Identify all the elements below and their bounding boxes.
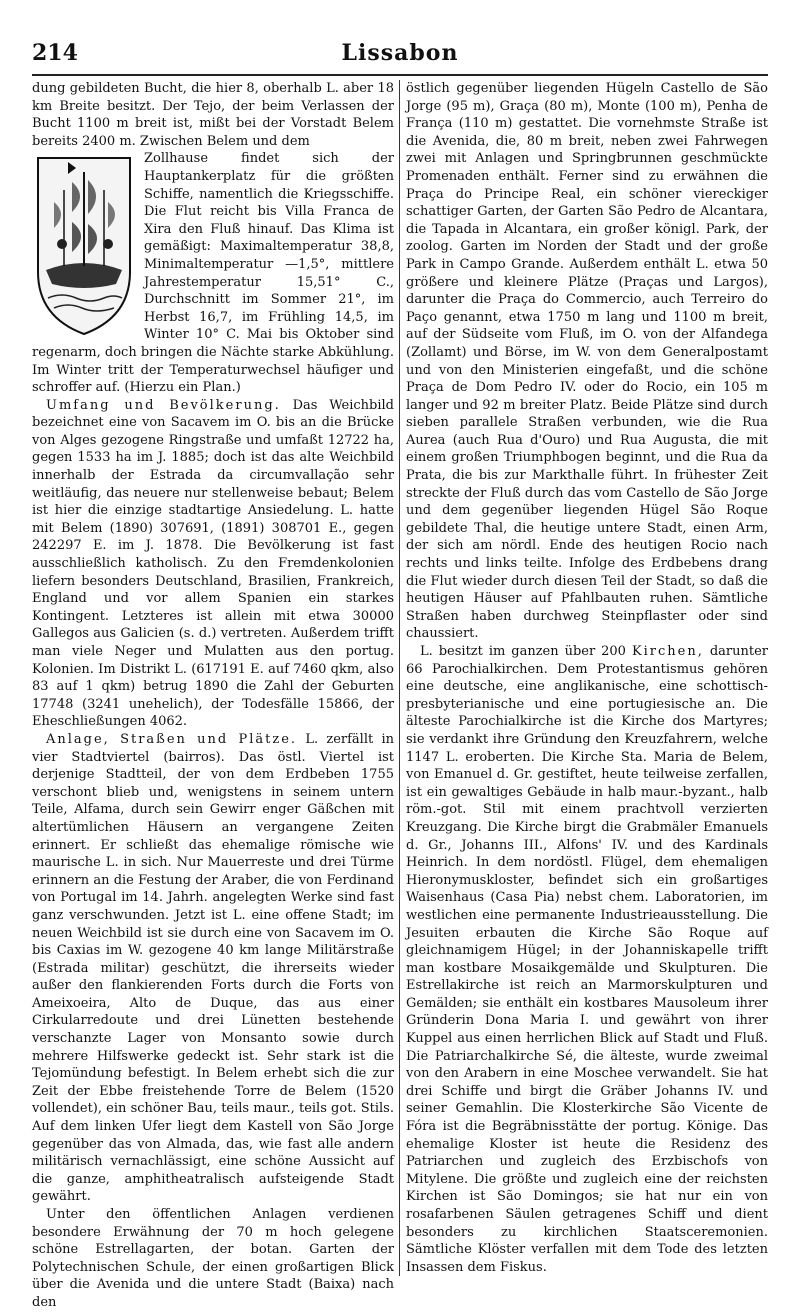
paragraph-population-body: Das Weichbild bezeichnet eine von Sacavem im O. bis an die Brücke von Alges gezogene Ringstraße und umfaßt 12722 ha, gegen 1533 ha im J. 1885; doch ist das alte Weichbild innerhalb der Estrada da circumvallação sehr weitläufig, das neuere nur stellenweise bebaut; Belem ist hier die einzige stadtartige Ansiedelung. L. hatte mit Belem (1890) 307691, (1891) 308701 E., gegen 242297 E. im J. 1878. Die Bevölkerung ist fast ausschließlich katholisch. Zu den Fremdenkolonien liefern besonders Deutschland, Brasilien, Frankreich, England und vor allem Spanien ein starkes Kontingent. Letzteres ist allein mit etwa 30000 Gallegos aus Galicien (s. d.) vertreten. Außerdem trifft man viele Neger und Mulatten aus den portug. Kolonien. Im Distrikt L. (617191 E. auf 7460 qkm, also 83 auf 1 qkm) betrug 1890 die Zahl der Geburten 17748 (3241 unehelich), der Todesfälle 15866, der Eheschließungen 4062. xyxy=(32,397,395,730)
paragraph-bay-text: dung gebildeten Bucht, die hier 8, oberhalb L. aber 18 km Breite besitzt. Der Tejo, der beim Verlassen der Bucht 1100 m breit ist, mißt bei der Vorstadt Belem bereits 2400 m. Zwischen Belem und dem xyxy=(32,81,394,149)
right-column xyxy=(406,80,768,1285)
left-column xyxy=(32,80,395,1310)
paragraph-layout-body: L. zerfällt in vier Stadtviertel (bairros). Das östl. Viertel ist derjenige Stadtteil, der von dem Erdbeben 1755 verschont blieb und, wenigstens in seinem untern Teile, Alfama, durch sein Gewirr enger Gäßchen mit altertümlichen Häusern an vergangene Zeiten erinnert. Er schließt das ehemalige römische wie maurische L. in sich. Nur Mauerreste und drei Türme erinnern an die Festung der Araber, die von Ferdinand von Portugal im 14. Jahrh. angelegten Werke sind fast ganz verschwunden. Jetzt ist L. eine offene Stadt; im neuen Weichbild ist sie durch eine von Sacavem im O. bis Caxias im W. gezogene 40 km lange Militärstraße (Estrada militar) geschützt, die ihrerseits wieder außer den flankierenden Forts durch die Forts von Ameixoeira, Alto de Duque, das aus einer Cirkularredoute und drei Lünetten bestehende verschanzte Lager von Monsanto sowie durch mehrere Hilfswerke gedeckt ist. Sehr stark ist die Tejomündung befestigt. In Belem erhebt sich die zur Zeit der Ebbe freistehende Torre de Belem (1520 vollendet), ein schöner Bau, teils maur., teils got. Stils. Auf dem linken Ufer liegt dem Kastell von São Jorge gegenüber das von Almada, das, wie fast alle andern militärisch vernachlässigt, eine schöne Aussicht auf die ganze, amphitheatralisch aufsteigende Stadt gewährt. xyxy=(32,731,394,1205)
section-heading-population: Umfang und Bevölkerung. xyxy=(46,397,281,413)
paragraph-population xyxy=(32,397,394,731)
header-rule xyxy=(32,74,768,76)
paragraph-churches-lead: L. besitzt im ganzen über 200 xyxy=(420,644,626,659)
column-divider xyxy=(399,80,400,1276)
paragraph-public-gardens: Unter den öffentlichen Anlagen verdienen besondere Erwähnung der 70 m hoch gelegene schöne Estrellagarten, der botan. Garten der Polytechnischen Schule, der einen großartigen Blick über die Avenida und die untere Stadt (Baixa) nach den xyxy=(32,1207,394,1310)
paragraph-layout xyxy=(32,731,394,1206)
section-heading-layout: Anlage, Straßen und Plätze. xyxy=(46,731,298,747)
paragraph-climate: Zollhause findet sich der Hauptankerplatz für die größten Schiffe, namentlich die Kriegsschiffe. Die Flut reicht bis Villa Franca de Xira den Fluß hinauf. Das Klima ist gemäßigt: Maximaltemperatur 38,8, Minimaltemperatur —1,5°, mittlere Jahrestemperatur 15,51° C., Durchschnitt im Sommer 21°, im Herbst 16,7, im Frühling 14,5, im Winter 10° C. Mai bis Oktober sind regenarm, doch bringen die Nächte starke Abkühlung. Im Winter tritt der Temperaturwechsel häufiger und schroffer auf. (Hierzu ein Plan.) xyxy=(32,151,394,396)
section-heading-churches: Kirchen, xyxy=(631,644,704,659)
running-head-title: Lissabon xyxy=(341,40,459,66)
lisbon-coat-of-arms-ship-icon xyxy=(32,152,136,338)
page-number: 214 xyxy=(32,40,78,66)
paragraph-streets-squares: östlich gegenüber liegenden Hügeln Castello de São Jorge (95 m), Graça (80 m), Monte (100 m), Penha de França (110 m) gestattet. Die vornehmste Straße ist die Avenida, die, 80 m breit, neben zwei Fahrwegen zwei mit Anlagen und Springbrunnen geschmückte Promenaden enthält. Ferner sind zu erwähnen die Praça do Principe Real, ein schöner viereckiger schattiger Garten, der Garten São Pedro de Alcantara, die Tapada in Alcantara, ein großer königl. Park, der zoolog. Garten im Norden der Stadt und der große Park in Campo Grande. Außerdem enthält L. etwa 50 größere und kleinere Plätze (Praças und Largos), darunter die Praça do Commercio, auch Terreiro do Paço genannt, etwa 1750 m lang und 1100 m breit, auf der Südseite vom Fluß, im O. von der Alfandega (Zollamt) und Börse, im W. von dem Generalpostamt und von den Ministerien eingefaßt, und die schöne Praça de Dom Pedro IV. oder do Rocio, ein 105 m langer und 92 m breiter Platz. Beide Plätze sind durch sieben parallele Straßen verbunden, wie die Rua Aurea (auch Rua d'Ouro) und Rua Augusta, die mit einem großen Triumphbogen beginnt, und die Rua da Prata, die bis zur Markthalle führt. In frühester Zeit streckte der Fluß durch das vom Castello de São Jorge und dem gegenüber liegenden Hügel São Roque gebildete Thal, die heutige untere Stadt, einen Arm, der sich am nördl. Ende des heutigen Rocio nach rechts und links teilte. Infolge des Erdbebens drang die Flut wieder durch diesen Teil der Stadt, so daß die heutigen Häuser auf Pfahlbauten ruhen. Sämtliche Straßen haben durchweg Steinpflaster oder sind chaussiert. xyxy=(406,81,768,642)
paragraph-churches xyxy=(406,643,768,1276)
paragraph-churches-body: darunter 66 Parochialkirchen. Dem Protestantismus gehören eine deutsche, eine anglikanische, eine schottisch-presbyterianische und eine portugiesische an. Die älteste Parochialkirche ist die Kirche dos Martyres; sie verdankt ihre Gründung den Kreuzfahrern, welche 1147 L. eroberten. Die Kirche Sta. Maria de Belem, von Emanuel d. Gr. gestiftet, heute teilweise zerfallen, ist ein gewaltiges Gebäude in halb maur.-byzant., halb röm.-got. Stil mit einem prachtvoll verzierten Kreuzgang. Die Kirche birgt die Grabmäler Emanuels d. Gr., Johanns III., Alfons' IV. und des Kardinals Heinrich. In dem nordöstl. Flügel, dem ehemaligen Hieronymuskloster, befindet sich ein großartiges Waisenhaus (Casa Pia) nebst chem. Laboratorien, im westlichen eine permanente Industrieausstellung. Die Jesuiten erbauten die Kirche São Roque auf gleichnamigem Hügel; in der Johanniskapelle trifft man kostbare Mosaikgemälde und Skulpturen. Die Estrellakirche ist reich an Marmorskulpturen und Gemälden; sie enthält ein kostbares Mausoleum ihrer Gründerin Dona Maria I. und gewährt von ihrer Kuppel aus einen herrlichen Blick auf Stadt und Fluß. Die Patriarchalkirche Sé, die älteste, wurde zweimal von den Arabern in eine Moschee verwandelt. Sie hat drei Schiffe und birgt die Gräber Johanns IV. und seiner Gemahlin. Die Klosterkirche São Vicente de Fóra ist die Begräbnisstätte der portug. Könige. Das ehemalige Kloster ist heute die Residenz des Patriarchen und zugleich des Erzbischofs von Mitylene. Die größte und zugleich eine der reichsten Kirchen ist São Domingos; sie hat nur ein von rosafarbenen Säulen getragenes Schiff und dient besonders zu kirchlichen Staatsceremonien. Sämtliche Klöster verfallen mit dem Tode des letzten Insassen dem Fiskus. xyxy=(406,644,769,1275)
